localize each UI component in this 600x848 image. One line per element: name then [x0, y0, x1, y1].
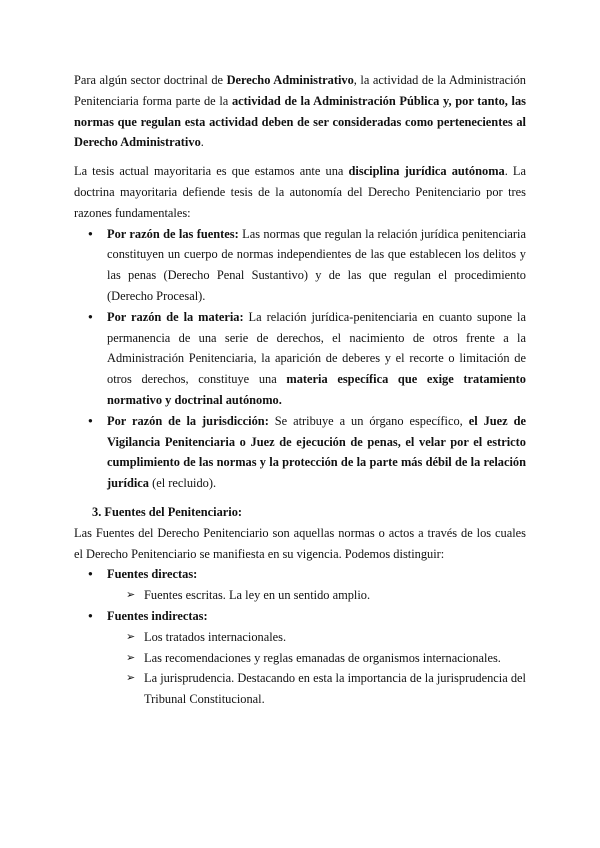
text: La tesis actual mayoritaria es que estamos ante una	[74, 164, 349, 179]
item-label: Fuentes indirectas:	[107, 608, 208, 623]
direct-sources-sublist	[74, 585, 526, 606]
section-heading	[74, 502, 526, 523]
text: . La doctrina mayoritaria defiende tesis de la autonomía del Derecho Penitenciario por tres razones fundamentales:	[74, 164, 527, 220]
bold-text: disciplina jurídica autónoma	[348, 164, 505, 179]
sublist-item: ➢ Las recomendaciones y reglas emanadas de organismos internacionales.	[74, 648, 526, 669]
item-text: La relación jurídica-penitenciaria en cuanto supone la permanencia de una serie de derechos, el nacimiento de otros frente a la Administración Penitenciaria, la aparición de deberes y el recorte o limitación de otros derechos, constituye una	[107, 309, 526, 387]
item-text: (el recluido).	[149, 476, 217, 491]
reasons-list	[74, 224, 526, 494]
list-item-sources-reason	[74, 224, 526, 307]
text: .	[200, 135, 204, 150]
list-item-indirect-sources	[74, 606, 526, 627]
document-page	[74, 70, 526, 710]
list-item-matter-reason	[74, 307, 526, 411]
paragraph-administrative-view	[74, 70, 526, 153]
text: Para algún sector doctrinal de	[74, 73, 227, 87]
item-text: Se atribuye a un órgano específico,	[268, 413, 469, 428]
item-label: Fuentes directas:	[107, 567, 198, 582]
sublist-item: ➢ Los tratados internacionales.	[74, 627, 526, 648]
bold-text: Derecho Administrativo	[226, 73, 354, 87]
list-item-direct-sources	[74, 564, 526, 585]
bold-text: materia específica que exige tratamiento normativo y doctrinal autónomo.	[107, 372, 527, 407]
paragraph-autonomy-thesis	[74, 161, 526, 223]
bold-text: actividad de la Administración Pública y, por tanto, las normas que regulan esta actividad deben de ser consideradas como pertenecientes al Derecho Administrativo	[74, 93, 526, 150]
item-label: Por razón de la materia:	[107, 309, 244, 324]
bold-text: el Juez de Vigilancia Penitenciaria o Juez de ejecución de penas, el velar por el estricto cumplimiento de las normas y la protección de la parte más débil de la relación jurídica	[107, 413, 526, 491]
sources-list-indirect	[74, 606, 526, 627]
item-text: Las normas que regulan la relación jurídica penitenciaria constituyen un cuerpo de normas independientes de las que establecen los delitos y las penas (Derecho Penal Sustantivo) y de las que regulan el procedimiento (Derecho Procesal).	[107, 226, 527, 303]
item-label: Por razón de las fuentes:	[107, 226, 239, 241]
sublist-item: ➢ La jurisprudencia. Destacando en esta la importancia de la jurisprudencia del Tribunal Constitucional.	[74, 668, 526, 710]
sources-list	[74, 564, 526, 585]
section-intro: Las Fuentes del Derecho Penitenciario son aquellas normas o actos a través de los cuales el Derecho Penitenciario se manifiesta en su vigencia. Podemos distinguir:	[74, 525, 526, 561]
sublist-item: ➢ Fuentes escritas. La ley en un sentido amplio.	[74, 585, 526, 606]
indirect-sources-sublist	[74, 627, 526, 710]
heading-text: 3. Fuentes del Penitenciario:	[92, 504, 243, 519]
list-item-jurisdiction-reason	[74, 411, 526, 494]
text: , la actividad de la Administración Penitenciaria forma parte de la	[74, 73, 526, 108]
item-label: Por razón de la jurisdicción:	[107, 413, 269, 428]
